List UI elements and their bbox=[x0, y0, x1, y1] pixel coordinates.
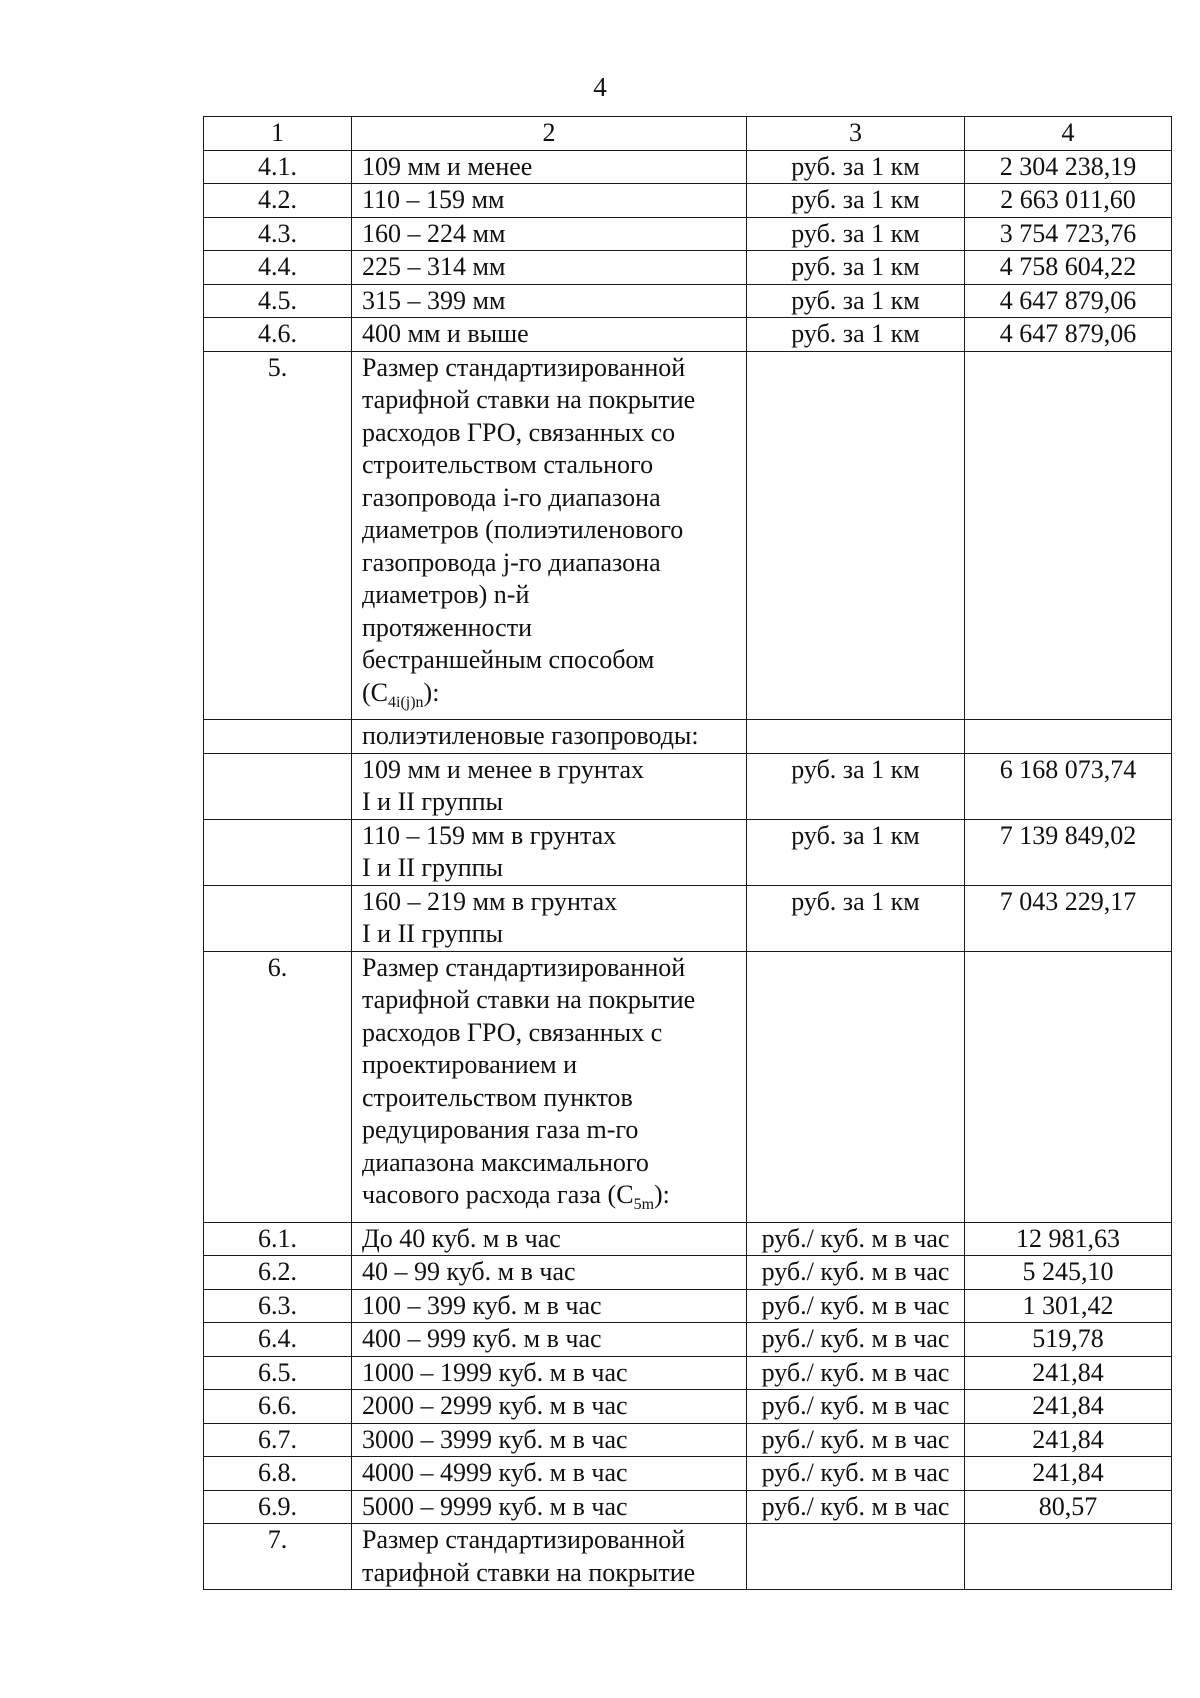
row-number: 4.3. bbox=[204, 217, 352, 251]
row-description: 400 мм и выше bbox=[352, 318, 747, 352]
table-row bbox=[204, 1222, 1172, 1256]
row-value: 7 139 849,02 bbox=[965, 819, 1172, 885]
description-line: редуцирования газа m-го bbox=[362, 1115, 639, 1144]
row-unit: руб. за 1 км bbox=[747, 819, 965, 885]
row-description: 110 – 159 мм bbox=[352, 184, 747, 218]
row-number: 6.5. bbox=[204, 1356, 352, 1390]
row-description: 2000 – 2999 куб. м в час bbox=[352, 1390, 747, 1424]
row-description: 400 – 999 куб. м в час bbox=[352, 1323, 747, 1357]
description-line: тарифной ставки на покрытие bbox=[362, 1557, 696, 1587]
description-line: Размер стандартизированной bbox=[362, 352, 686, 382]
section-6-row bbox=[204, 951, 1172, 1222]
header-col-2: 2 bbox=[352, 117, 747, 151]
empty-cell bbox=[747, 1524, 965, 1590]
description-line: расходов ГРО, связанных с bbox=[362, 1017, 663, 1047]
row-description: 315 – 399 мм bbox=[352, 284, 747, 318]
description-line: проектированием и bbox=[362, 1050, 578, 1079]
row-description: 109 мм и менее в грунтах I и II группы bbox=[352, 753, 747, 819]
section-5-description bbox=[352, 351, 747, 720]
header-col-1: 1 bbox=[204, 117, 352, 151]
row-unit: руб./ куб. м в час bbox=[747, 1256, 965, 1290]
row-unit: руб. за 1 км bbox=[747, 284, 965, 318]
row-description: До 40 куб. м в час bbox=[352, 1222, 747, 1256]
row-value: 80,57 bbox=[965, 1490, 1172, 1524]
row-value: 241,84 bbox=[965, 1457, 1172, 1491]
row-unit: руб. за 1 км bbox=[747, 150, 965, 184]
header-col-4: 4 bbox=[965, 117, 1172, 151]
formula-symbol: часового расхода газа $(С_{5m})$: bbox=[362, 1180, 670, 1213]
section-7-row bbox=[204, 1524, 1172, 1590]
subheading: полиэтиленовые газопроводы: bbox=[352, 720, 747, 754]
row-value: 3 754 723,76 bbox=[965, 217, 1172, 251]
table-row bbox=[204, 284, 1172, 318]
row-value: 4 647 879,06 bbox=[965, 284, 1172, 318]
description-line: газопровода i-го диапазона bbox=[362, 482, 661, 512]
row-description: 160 – 224 мм bbox=[352, 217, 747, 251]
description-line: тарифной ставки на покрытие bbox=[362, 385, 696, 414]
section-7-description bbox=[352, 1524, 747, 1590]
row-value: 7 043 229,17 bbox=[965, 885, 1172, 951]
row-number: 6.6. bbox=[204, 1390, 352, 1424]
description-line: диаметров) n-й bbox=[362, 580, 530, 609]
table-row bbox=[204, 1390, 1172, 1424]
description-line: расходов ГРО, связанных со bbox=[362, 417, 676, 447]
empty-cell bbox=[965, 351, 1172, 720]
section-6-number: 6. bbox=[204, 951, 352, 1222]
description-line: Размер стандартизированной bbox=[362, 1525, 686, 1554]
table-row bbox=[204, 819, 1172, 885]
row-unit: руб. за 1 км bbox=[747, 885, 965, 951]
row-unit: руб./ куб. м в час bbox=[747, 1356, 965, 1390]
row-description: 110 – 159 мм в грунтах I и II группы bbox=[352, 819, 747, 885]
row-unit: руб./ куб. м в час bbox=[747, 1323, 965, 1357]
description-line: тарифной ставки на покрытие bbox=[362, 985, 696, 1014]
tariff-table bbox=[203, 116, 1172, 1590]
section-6-description bbox=[352, 951, 747, 1222]
page-number: 4 bbox=[593, 72, 607, 102]
table-row bbox=[204, 318, 1172, 352]
row-unit: руб./ куб. м в час bbox=[747, 1390, 965, 1424]
section-7-number: 7. bbox=[204, 1524, 352, 1590]
table-row bbox=[204, 1256, 1172, 1290]
row-number: 6.8. bbox=[204, 1457, 352, 1491]
row-unit: руб./ куб. м в час bbox=[747, 1490, 965, 1524]
row-description: 109 мм и менее bbox=[352, 150, 747, 184]
empty-cell bbox=[747, 351, 965, 720]
row-unit: руб./ куб. м в час bbox=[747, 1423, 965, 1457]
row-number: 6.7. bbox=[204, 1423, 352, 1457]
empty-cell bbox=[747, 720, 965, 754]
row-number: 4.4. bbox=[204, 251, 352, 285]
row-value: 4 647 879,06 bbox=[965, 318, 1172, 352]
empty-cell bbox=[204, 720, 352, 754]
row-number: 4.2. bbox=[204, 184, 352, 218]
row-unit: руб. за 1 км bbox=[747, 251, 965, 285]
empty-cell bbox=[747, 951, 965, 1222]
row-description: 5000 – 9999 куб. м в час bbox=[352, 1490, 747, 1524]
header-row bbox=[204, 117, 1172, 151]
empty-cell bbox=[204, 753, 352, 819]
description-line: бестраншейным способом bbox=[362, 645, 655, 674]
row-value: 4 758 604,22 bbox=[965, 251, 1172, 285]
row-unit: руб./ куб. м в час bbox=[747, 1457, 965, 1491]
row-value: 2 304 238,19 bbox=[965, 150, 1172, 184]
table-row bbox=[204, 1356, 1172, 1390]
empty-cell bbox=[965, 720, 1172, 754]
description-line: Размер стандартизированной bbox=[362, 952, 686, 982]
row-number: 6.9. bbox=[204, 1490, 352, 1524]
header-col-3: 3 bbox=[747, 117, 965, 151]
row-number: 4.5. bbox=[204, 284, 352, 318]
row-description: 160 – 219 мм в грунтах I и II группы bbox=[352, 885, 747, 951]
section-5-row bbox=[204, 351, 1172, 720]
table-row bbox=[204, 184, 1172, 218]
table-row bbox=[204, 1289, 1172, 1323]
description-line: протяженности bbox=[362, 612, 533, 642]
row-description: 1000 – 1999 куб. м в час bbox=[352, 1356, 747, 1390]
row-value: 1 301,42 bbox=[965, 1289, 1172, 1323]
table-row bbox=[204, 1457, 1172, 1491]
description-line: газопровода j-го диапазона bbox=[362, 547, 661, 577]
table-row bbox=[204, 1490, 1172, 1524]
row-unit: руб. за 1 км bbox=[747, 753, 965, 819]
table-row bbox=[204, 885, 1172, 951]
empty-cell bbox=[965, 1524, 1172, 1590]
row-number: 6.4. bbox=[204, 1323, 352, 1357]
row-number: 6.1. bbox=[204, 1222, 352, 1256]
row-value: 241,84 bbox=[965, 1356, 1172, 1390]
row-number: 4.1. bbox=[204, 150, 352, 184]
table-row bbox=[204, 217, 1172, 251]
table-row bbox=[204, 753, 1172, 819]
row-number: 4.6. bbox=[204, 318, 352, 352]
row-description: 100 – 399 куб. м в час bbox=[352, 1289, 747, 1323]
row-number: 6.3. bbox=[204, 1289, 352, 1323]
description-line: диаметров (полиэтиленового bbox=[362, 515, 684, 544]
description-line: строительством стального bbox=[362, 450, 654, 479]
formula-symbol: $(С_{4i(j)n})$: bbox=[362, 677, 440, 711]
row-description: 225 – 314 мм bbox=[352, 251, 747, 285]
table-row bbox=[204, 1423, 1172, 1457]
row-unit: руб. за 1 км bbox=[747, 318, 965, 352]
row-unit: руб./ куб. м в час bbox=[747, 1289, 965, 1323]
row-value: 2 663 011,60 bbox=[965, 184, 1172, 218]
row-unit: руб. за 1 км bbox=[747, 184, 965, 218]
row-value: 519,78 bbox=[965, 1323, 1172, 1357]
row-description: 3000 – 3999 куб. м в час bbox=[352, 1423, 747, 1457]
table-row bbox=[204, 1323, 1172, 1357]
row-description: 40 – 99 куб. м в час bbox=[352, 1256, 747, 1290]
row-description: 4000 – 4999 куб. м в час bbox=[352, 1457, 747, 1491]
empty-cell bbox=[965, 951, 1172, 1222]
row-value: 5 245,10 bbox=[965, 1256, 1172, 1290]
row-value: 6 168 073,74 bbox=[965, 753, 1172, 819]
description-line: строительством пунктов bbox=[362, 1082, 633, 1112]
row-number: 6.2. bbox=[204, 1256, 352, 1290]
row-unit: руб. за 1 км bbox=[747, 217, 965, 251]
description-line: диапазона максимального bbox=[362, 1147, 649, 1177]
table-row bbox=[204, 251, 1172, 285]
empty-cell bbox=[204, 819, 352, 885]
row-unit: руб./ куб. м в час bbox=[747, 1222, 965, 1256]
row-value: 241,84 bbox=[965, 1423, 1172, 1457]
row-value: 241,84 bbox=[965, 1390, 1172, 1424]
row-value: 12 981,63 bbox=[965, 1222, 1172, 1256]
table-row bbox=[204, 150, 1172, 184]
subheading-row bbox=[204, 720, 1172, 754]
section-5-number: 5. bbox=[204, 351, 352, 720]
empty-cell bbox=[204, 885, 352, 951]
